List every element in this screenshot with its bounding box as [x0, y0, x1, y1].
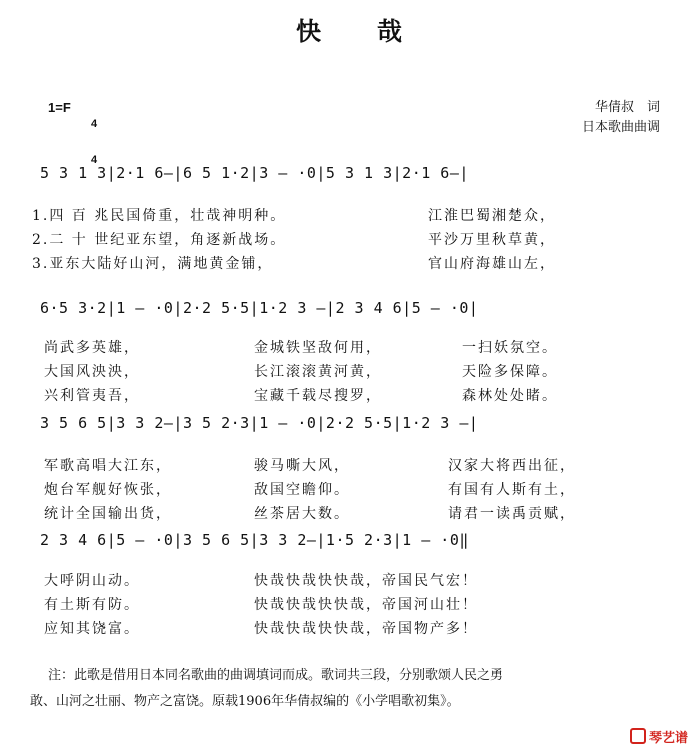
notation-line-3: 3 5 6 5|3 3 2—|3 5 2·3|1 — ·0|2·2 5·5|1·2 3 —|: [40, 414, 479, 432]
site-logo: [630, 727, 688, 746]
lyric-4-3a: 应知其饶富。: [44, 621, 140, 637]
lyric-4-1a: 大呼阴山动。: [44, 573, 140, 589]
time-signature-top: 4: [90, 118, 98, 130]
lyric-4-3b: 快哉快哉快快哉，帝国物产多！: [254, 621, 478, 637]
lyric-4-1b: 快哉快哉快快哉，帝国民气宏！: [254, 573, 478, 589]
footnote-line-2: 敢、山河之壮丽、物产之富饶。原载1906年华倩叔编的《小学唱歌初集》。: [30, 694, 460, 709]
lyric-2-2c: 天险多保障。: [462, 364, 558, 380]
notation-line-4: 2 3 4 6|5 — ·0|3 5 6 5|3 3 2—|1·5 2·3|1 — ·0‖: [40, 531, 469, 549]
lyric-1-2a: 2.二 十 世纪亚东望，角逐新战场。: [32, 232, 287, 248]
lyric-3-3b: 丝茶居大数。: [254, 506, 350, 522]
key-signature: 1=F: [48, 100, 71, 115]
logo-text: 琴艺谱: [648, 731, 688, 746]
lyric-3-2a: 炮台军舰好恢张，: [44, 482, 172, 498]
lyric-1-3b: 官山府海雄山左，: [428, 256, 556, 272]
logo-icon: [630, 728, 646, 744]
notation-line-2: 6·5 3·2|1 — ·0|2·2 5·5|1·2 3 —|2 3 4 6|5 — ·0|: [40, 299, 479, 317]
time-signature-bottom: 4: [90, 154, 98, 166]
lyric-1-1a: 1.四 百 兆民国倚重，壮哉神明种。: [32, 208, 287, 224]
lyric-2-1a: 尚武多英雄，: [44, 340, 140, 356]
lyric-2-1b: 金城铁坚敌何用，: [254, 340, 382, 356]
lyric-4-2b: 快哉快哉快快哉，帝国河山壮！: [254, 597, 478, 613]
lyric-1-2b: 平沙万里秋草黄，: [428, 232, 556, 248]
lyricist-credit: 华倩叔 词: [594, 100, 660, 115]
lyric-1-3a: 3.亚东大陆好山河，满地黄金铺，: [32, 256, 274, 272]
footnote-line-1: 注：此歌是借用日本同名歌曲的曲调填词而成。歌词共三段，分别歌颂人民之勇: [48, 668, 504, 683]
lyric-2-3c: 森林处处睹。: [462, 388, 558, 404]
lyric-3-1c: 汉家大将西出征，: [448, 458, 576, 474]
lyric-1-1b: 江淮巴蜀湘楚众，: [428, 208, 556, 224]
lyric-3-3a: 统计全国输出货，: [44, 506, 172, 522]
lyric-2-2a: 大国风泱泱，: [44, 364, 140, 380]
song-title: 快 哉: [295, 17, 404, 46]
lyric-2-2b: 长江滚滚黄河黄，: [254, 364, 382, 380]
lyric-3-2b: 敌国空瞻仰。: [254, 482, 350, 498]
lyric-2-1c: 一扫妖氛空。: [462, 340, 558, 356]
lyric-3-2c: 有国有人斯有土，: [448, 482, 576, 498]
lyric-2-3a: 兴利管夷吾，: [44, 388, 140, 404]
lyric-4-2a: 有土斯有防。: [44, 597, 140, 613]
lyric-3-1b: 骏马嘶大风，: [254, 458, 350, 474]
lyric-2-3b: 宝藏千载尽搜罗，: [254, 388, 382, 404]
composer-credit: 日本歌曲曲调: [581, 120, 660, 135]
lyric-3-3c: 请君一读禹贡赋，: [448, 506, 576, 522]
lyric-3-1a: 军歌高唱大江东，: [44, 458, 172, 474]
notation-line-1: 5 3 1 3|2·1 6—|6 5 1·2|3 — ·0|5 3 1 3|2·1 6—|: [40, 164, 469, 182]
